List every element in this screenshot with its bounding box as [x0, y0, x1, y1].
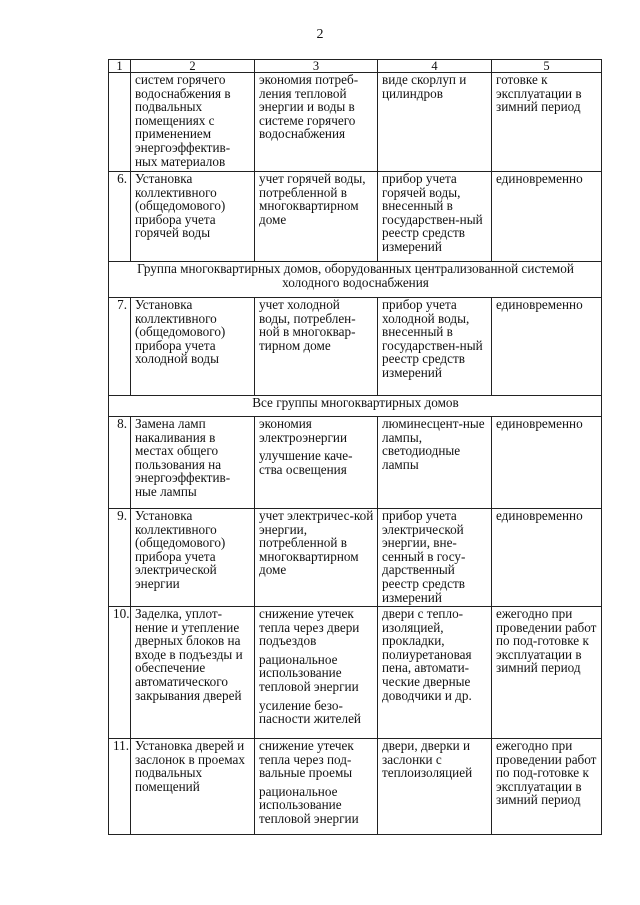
tech-cell	[378, 509, 492, 607]
result-text: рациональное использование тепловой энергии	[259, 651, 359, 694]
page-number: 2	[316, 27, 324, 42]
measure-text: Установка дверей и заслонок в проемах подвальных помещений	[135, 738, 245, 794]
timing-text: единовременно	[496, 297, 583, 312]
measure-cell	[131, 509, 255, 607]
measure-cell	[131, 417, 255, 509]
tech-text: двери, дверки и заслонки с теплоизоляцией	[382, 738, 473, 781]
table-row	[109, 298, 602, 396]
group-heading: Все группы многоквартирных домов	[109, 396, 602, 417]
result-text: усиление безо-пасности жителей	[259, 697, 361, 727]
measure-cell	[131, 298, 255, 396]
header-cell: 2	[131, 60, 255, 73]
row-number: 9.	[109, 509, 131, 607]
timing-text: готовке к эксплуатации в зимний период	[496, 72, 582, 115]
group-heading: Группа многоквартирных домов, оборудованных централизованной системой холодного водоснабжения	[109, 262, 602, 298]
header-cell: 5	[492, 60, 602, 73]
measures-table-body	[109, 60, 602, 835]
result-cell	[255, 417, 378, 509]
measures-table	[108, 59, 602, 835]
tech-text: люминесцент-ные лампы, светодиодные лампы	[382, 416, 485, 472]
row-number	[109, 73, 131, 172]
header-cell: 1	[109, 60, 131, 73]
result-text: снижение утечек тепла через двери подъездов	[259, 606, 360, 649]
tech-text: двери с тепло-изоляцией, прокладки, полиуретановая пена, автомати-ческие дверные доводчики и др.	[382, 606, 472, 703]
timing-text: единовременно	[496, 171, 583, 186]
header-cell: 3	[255, 60, 378, 73]
tech-cell	[378, 172, 492, 262]
measure-cell	[131, 73, 255, 172]
tech-cell	[378, 739, 492, 835]
result-text: экономия потреб-ления тепловой энергии и воды в системе горячего водоснабжения	[259, 72, 359, 142]
table-row	[109, 607, 602, 739]
measure-text: Заделка, уплот-нение и утепление дверных блоков на входе в подъезды и обеспечение автоматического закрывания дверей	[135, 606, 243, 703]
timing-cell	[492, 417, 602, 509]
result-cell	[255, 172, 378, 262]
group-heading-row	[109, 396, 602, 417]
measure-cell	[131, 172, 255, 262]
measure-text: систем горячего водоснабжения в подвальных помещениях с применением энергоэффектив-ных материалов	[135, 72, 231, 169]
result-cell	[255, 607, 378, 739]
header-cell: 4	[378, 60, 492, 73]
timing-cell	[492, 509, 602, 607]
result-text: снижение утечек тепла через под-вальные проемы	[259, 738, 354, 781]
result-text: экономия электроэнергии	[259, 416, 348, 445]
result-cell	[255, 739, 378, 835]
result-text: учет электричес-кой энергии, потребленной в многоквартирном доме	[259, 508, 374, 578]
timing-cell	[492, 73, 602, 172]
measure-cell	[131, 607, 255, 739]
table-row	[109, 509, 602, 607]
measure-text: Установка коллективного (общедомового) прибора учета холодной воды	[135, 297, 226, 367]
timing-cell	[492, 172, 602, 262]
timing-text: ежегодно при проведении работ по под-готовке к эксплуатации в зимний период	[496, 606, 597, 676]
row-number: 8.	[109, 417, 131, 509]
measure-text: Установка коллективного (общедомового) прибора учета электрической энергии	[135, 508, 226, 591]
table-row	[109, 73, 602, 172]
timing-text: ежегодно при проведении работ по под-готовке к эксплуатации в зимний период	[496, 738, 597, 808]
row-number: 11.	[109, 739, 131, 835]
tech-cell	[378, 298, 492, 396]
result-text: учет холодной воды, потреблен-ной в многоквар-тирном доме	[259, 297, 356, 353]
timing-cell	[492, 298, 602, 396]
row-number: 7.	[109, 298, 131, 396]
table-row	[109, 739, 602, 835]
result-cell	[255, 298, 378, 396]
row-number: 6.	[109, 172, 131, 262]
result-cell	[255, 73, 378, 172]
table-row	[109, 417, 602, 509]
tech-cell	[378, 607, 492, 739]
result-text: рациональное использование тепловой энергии	[259, 783, 359, 826]
row-number: 10.	[109, 607, 131, 739]
measure-text: Замена ламп накаливания в местах общего пользования на энергоэффектив-ные лампы	[135, 416, 231, 499]
measure-text: Установка коллективного (общедомового) прибора учета горячей воды	[135, 171, 226, 241]
table-row	[109, 172, 602, 262]
tech-text: прибор учета электрической энергии, вне-сенный в госу-дарственный реестр средств измерений	[382, 508, 466, 605]
tech-cell	[378, 73, 492, 172]
timing-cell	[492, 607, 602, 739]
measure-cell	[131, 739, 255, 835]
result-cell	[255, 509, 378, 607]
header-row	[109, 60, 602, 73]
group-heading-row	[109, 262, 602, 298]
tech-cell	[378, 417, 492, 509]
tech-text: виде скорлуп и цилиндров	[382, 72, 467, 101]
tech-text: прибор учета горячей воды, внесенный в государствен-ный реестр средств измерений	[382, 171, 483, 254]
result-text: учет горячей воды, потребленной в многоквартирном доме	[259, 171, 366, 227]
timing-text: единовременно	[496, 416, 583, 431]
result-text: улучшение каче-ства освещения	[259, 448, 353, 477]
timing-cell	[492, 739, 602, 835]
tech-text: прибор учета холодной воды, внесенный в государствен-ный реестр средств измерений	[382, 297, 483, 380]
timing-text: единовременно	[496, 508, 583, 523]
